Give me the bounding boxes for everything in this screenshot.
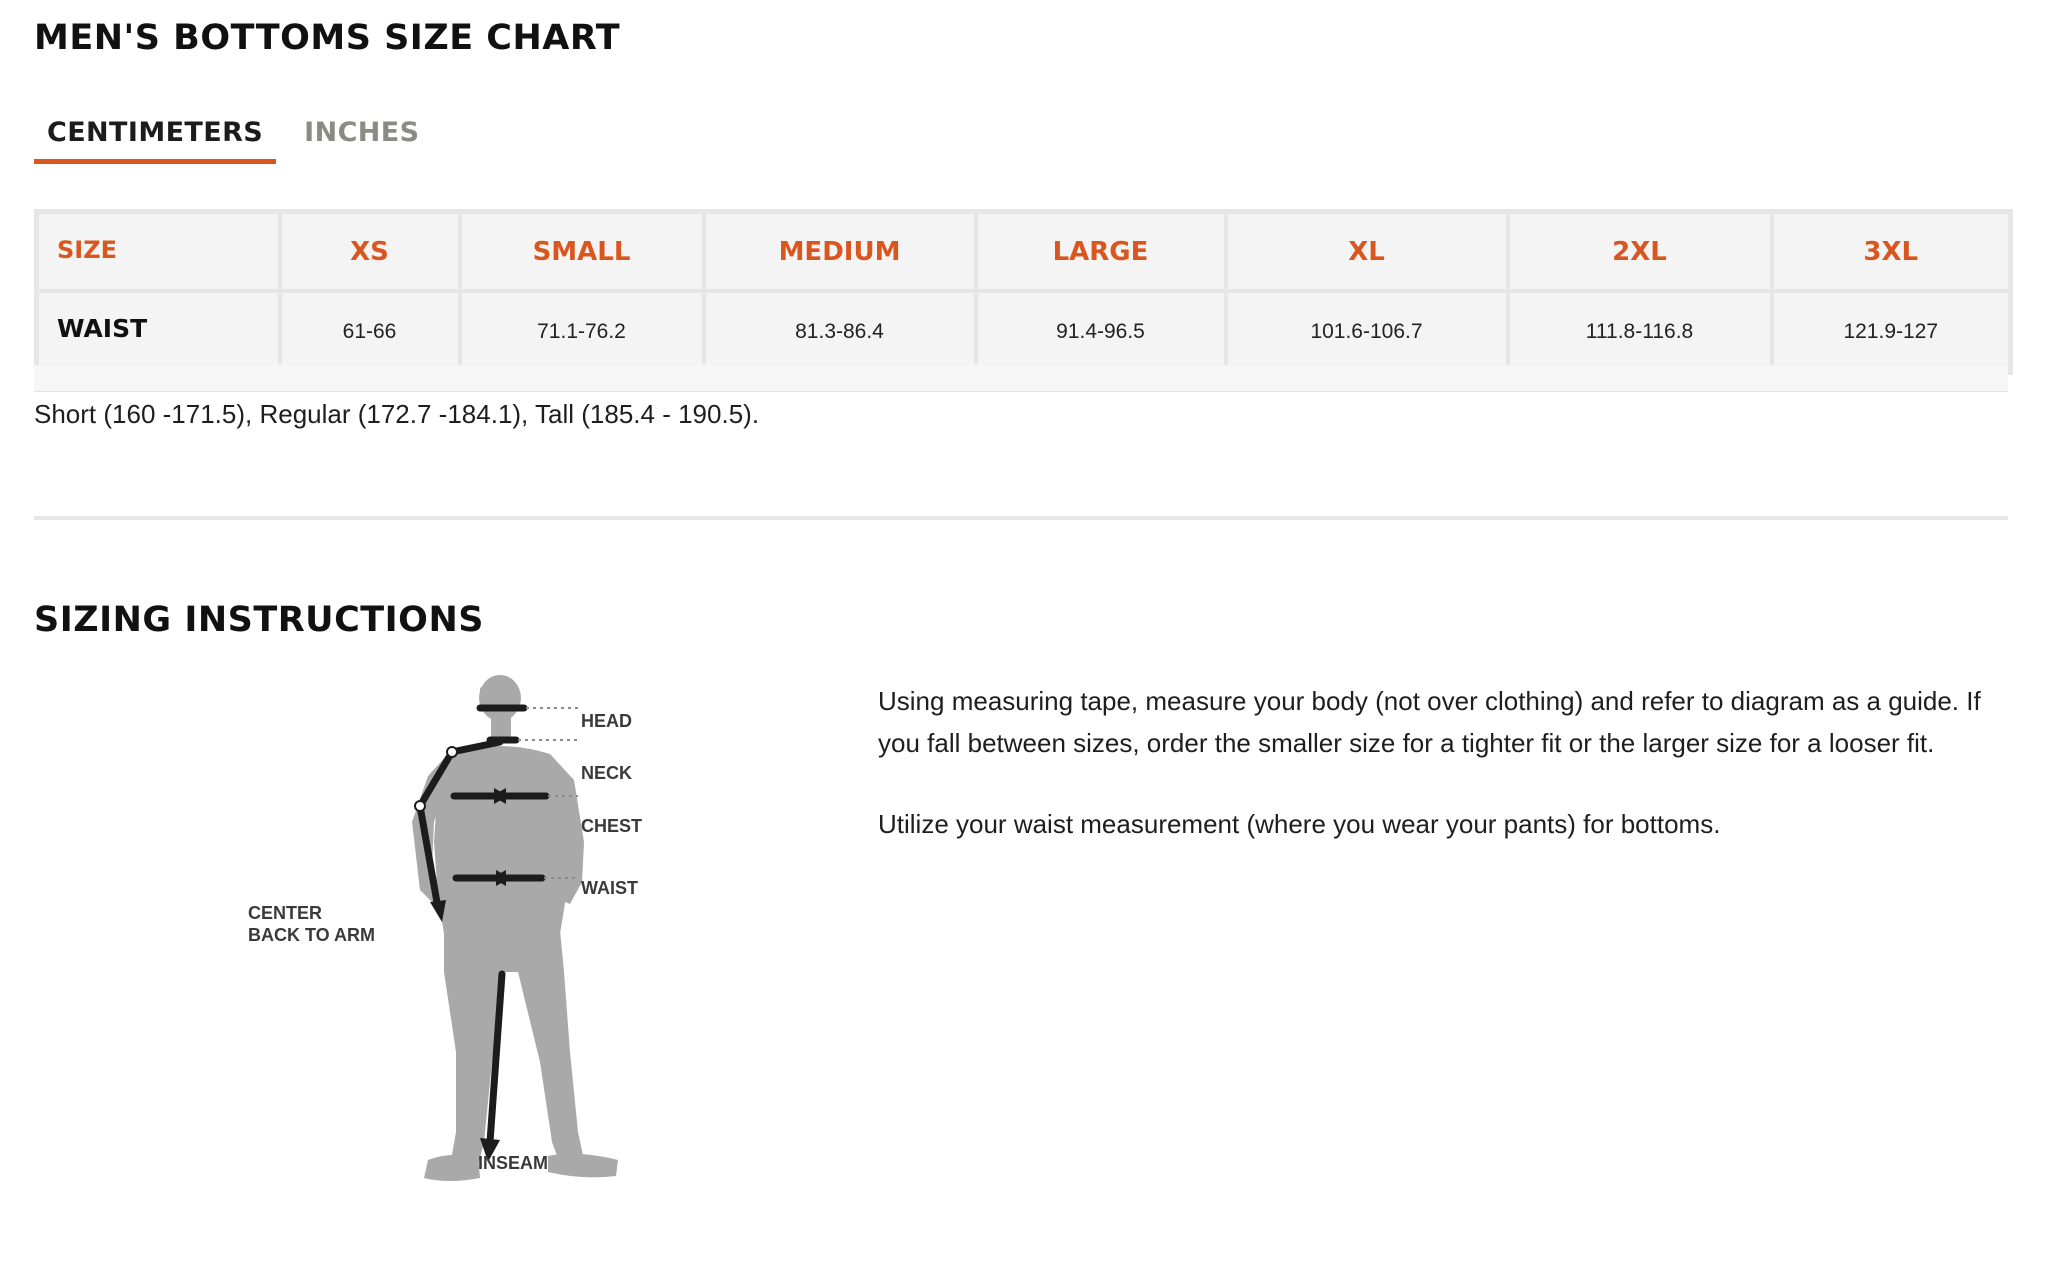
header-xl: XL — [1226, 212, 1508, 292]
section-divider — [34, 516, 2008, 520]
diagram-label-waist: WAIST — [581, 878, 638, 898]
header-small: SMALL — [460, 212, 704, 292]
waist-xl: 101.6-106.7 — [1226, 291, 1508, 373]
waist-xs: 61-66 — [280, 291, 460, 373]
header-2xl: 2XL — [1508, 212, 1772, 292]
center-back-line2: BACK TO ARM — [248, 925, 375, 945]
measurement-diagram — [248, 672, 648, 1192]
instructions-text — [878, 680, 2008, 884]
table-footer — [34, 365, 2008, 392]
size-chart-page — [34, 0, 2008, 1267]
diagram-label-neck: NECK — [581, 763, 633, 783]
length-note: Short (160 -171.5), Regular (172.7 -184.1), Tall (185.4 - 190.5). — [34, 399, 760, 429]
diagram-label-chest: CHEST — [581, 816, 643, 836]
header-3xl: 3XL — [1772, 212, 2011, 292]
instructions-paragraph-2: Utilize your waist measurement (where you wear your pants) for bottoms. — [878, 809, 1721, 839]
waist-medium: 81.3-86.4 — [704, 291, 976, 373]
header-xs: XS — [280, 212, 460, 292]
diagram-label-head: HEAD — [581, 711, 633, 731]
page-title: MEN'S BOTTOMS SIZE CHART — [34, 18, 621, 58]
waist-3xl: 121.9-127 — [1772, 291, 2011, 373]
waist-small: 71.1-76.2 — [460, 291, 704, 373]
header-large: LARGE — [976, 212, 1226, 292]
row-label-waist: WAIST — [37, 291, 280, 373]
header-size: SIZE — [37, 212, 280, 292]
center-back-line1: CENTER — [248, 903, 323, 923]
size-table — [34, 209, 2013, 375]
table-row — [37, 291, 2011, 373]
tab-centimeters[interactable]: CENTIMETERS — [34, 112, 276, 164]
instructions-paragraph-1: Using measuring tape, measure your body (not over clothing) and refer to diagram as a guide. If you fall between sizes, order the smaller size for a tighter fit or the larger size for a looser fit. — [878, 686, 1981, 758]
tab-inches[interactable]: INCHES — [304, 117, 420, 148]
waist-large: 91.4-96.5 — [976, 291, 1226, 373]
unit-tabs — [34, 112, 433, 164]
diagram-label-center-back — [248, 902, 375, 946]
instructions-title: SIZING INSTRUCTIONS — [34, 600, 484, 640]
diagram-label-inseam: INSEAM — [478, 1153, 549, 1173]
table-header-row — [37, 212, 2011, 292]
waist-2xl: 111.8-116.8 — [1508, 291, 1772, 373]
header-medium: MEDIUM — [704, 212, 976, 292]
